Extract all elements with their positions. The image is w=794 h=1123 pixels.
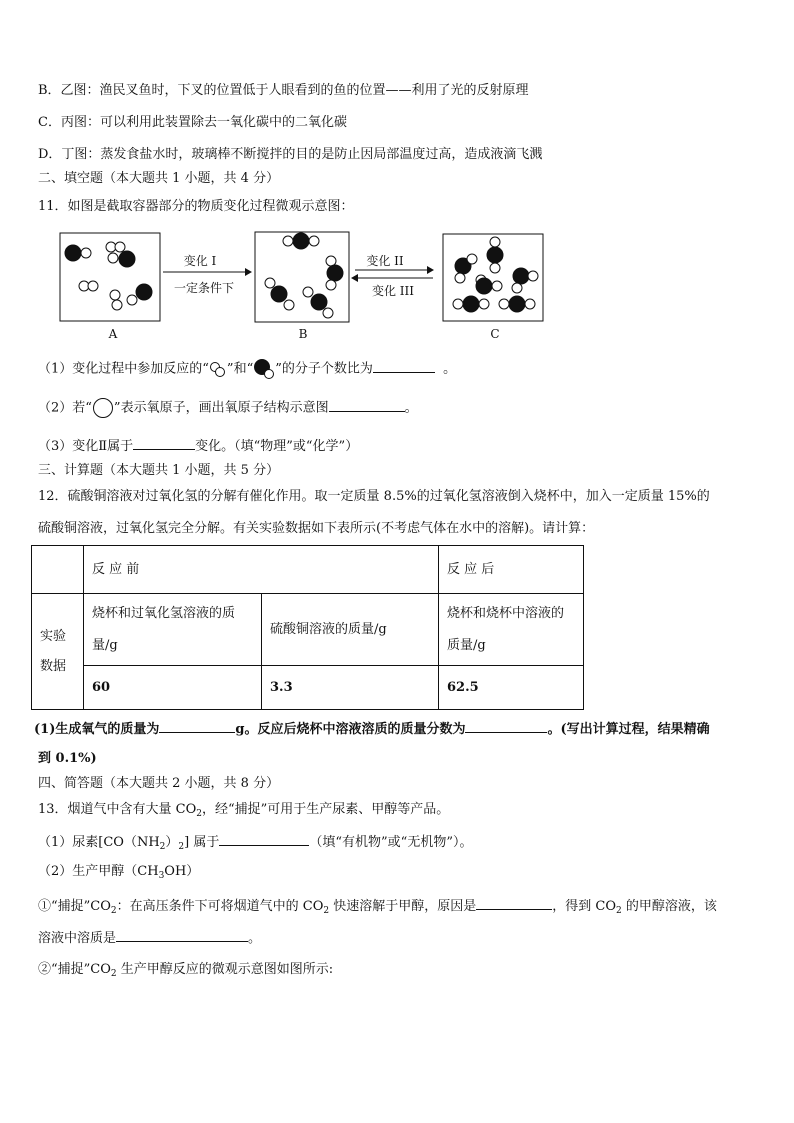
question-11-stem: 11．如图是截取容器部分的物质变化过程微观示意图： [38,199,354,214]
row-label: 实验 数据 [32,594,84,710]
arrow2-top-label: 变化 II [366,254,404,268]
q13-answer-blank-2[interactable] [476,896,552,910]
value-2: 3.3 [262,666,439,710]
q12-answer-blank-2[interactable] [465,719,547,733]
arrow1-top-label: 变化 I [183,254,217,268]
question-12-line-2: 硫酸铜溶液，过氧化氢完全分解。有关实验数据如下表所示(不考虑气体在水中的溶解)。请计算： [38,521,595,536]
header-before: 反 应 前 [84,546,439,594]
option-d: D．丁图：蒸发食盐水时，玻璃棒不断搅拌的目的是防止因局部温度过高，造成液滴飞溅 [38,147,543,162]
q12-answer-blank-1[interactable] [159,719,235,733]
q11-part-2: （2）若“ ”表示氧原子，画出氧原子结构示意图 。 [38,397,418,419]
q12-answer-line-1: (1)生成氧气的质量为 g。反应后烧杯中溶液溶质的质量分数为 。(写出计算过程，结果精确 [34,719,710,739]
label-b: B [298,327,308,341]
black-white-molecule-icon [253,358,275,380]
section-2-heading: 二、填空题（本大题共 1 小题，共 4 分） [38,171,280,186]
q11-part-1: （1）变化过程中参加反应的“ ”和“ ”的分子个数比为 。 [38,358,456,380]
header-after: 反 应 后 [439,546,584,594]
question-12-line-1: 12．硫酸铜溶液对过氧化氢的分解有催化作用。取一定质量 8.5%的过氧化氢溶液倒入烧杯中，加入一定质量 15%的 [38,489,710,504]
arrow1-bottom-label: 一定条件下 [173,281,235,295]
col-header-1: 烧杯和过氧化氢溶液的质 量/g [84,594,262,666]
section-4-heading: 四、简答题（本大题共 2 小题，共 8 分） [38,776,280,791]
value-1: 60 [84,666,262,710]
q11-answer-blank-2[interactable] [329,398,405,412]
label-c: C [490,327,500,341]
q13-part-1: （1）尿素$[CO(NH_2)_2]$ 属于 （填“有机物”或“无机物”）。 [38,832,472,856]
q11-answer-blank-1[interactable] [373,359,435,373]
q13-sub-1-line-1: ①“捕捉$”CO_2$：在高压条件下可将烟道气中的 $CO_2$ 快速溶解于甲醇，原因是 ，得到 $CO_2$ 的甲醇溶液，该 [38,896,717,920]
q13-part-2: （2）生产甲醇$(CH_3OH)$ [38,864,200,881]
particle-diagram [55,228,555,346]
q12-answer-line-2: 到 0.1%) [38,751,97,766]
label-a: A [108,327,118,341]
arrow2-bottom-label: 变化 III [371,284,415,298]
q11-answer-blank-3[interactable] [133,436,195,450]
q13-sub-1-line-2: 溶液中溶质是 。 [38,928,261,948]
q13-answer-blank-1[interactable] [219,832,309,846]
white-atom-icon [92,397,114,419]
q13-sub-2: ②“捕捉$”CO_2$ 生产甲醇反应的微观示意图如图所示: [38,962,334,979]
col-header-3: 烧杯和烧杯中溶液的 质量/g [439,594,584,666]
col-header-2: 硫酸铜溶液的质量/g [262,594,439,666]
option-b: B．乙图：渔民叉鱼时，下叉的位置低于人眼看到的鱼的位置——利用了光的反射原理 [38,83,529,98]
question-13-stem: 13．烟道气中含有大量 $CO_2$，经“捕捉”可用于生产尿素、甲醇等产品。 [38,802,450,819]
q13-answer-blank-3[interactable] [116,928,248,942]
experiment-data-table [31,545,584,710]
q11-part-3: （3）变化Ⅱ属于 变化。（填“物理”或“化学”） [38,436,358,456]
section-3-heading: 三、计算题（本大题共 1 小题，共 5 分） [38,463,280,478]
value-3: 62.5 [439,666,584,710]
two-white-atoms-icon [209,360,227,378]
option-c: C．丙图：可以利用此装置除去一氧化碳中的二氧化碳 [38,115,347,130]
